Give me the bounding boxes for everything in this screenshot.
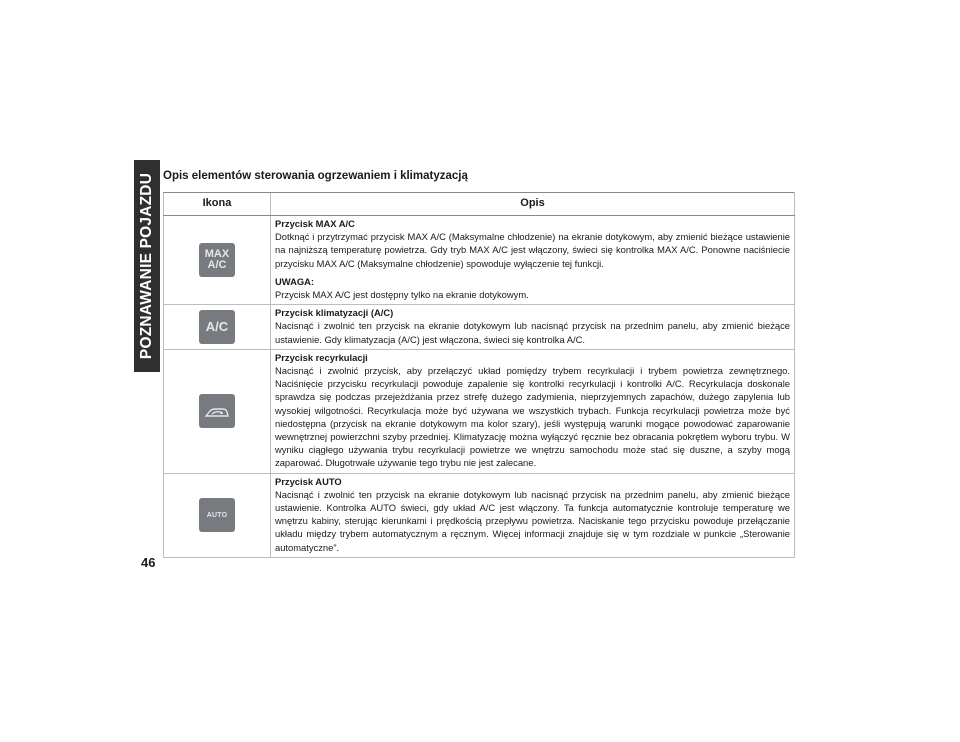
auto-icon-label: AUTO bbox=[206, 511, 228, 519]
icon-cell bbox=[164, 349, 271, 473]
description-title: Przycisk MAX A/C bbox=[275, 218, 355, 229]
description-cell bbox=[271, 305, 795, 350]
description-cell bbox=[271, 216, 795, 305]
section-title: Opis elementów sterowania ogrzewaniem i klimatyzacją bbox=[163, 170, 468, 182]
description-title: Przycisk AUTO bbox=[275, 475, 342, 487]
description-title: Przycisk recyrkulacji bbox=[275, 351, 368, 363]
description-body: Nacisnąć i zwolnić ten przycisk na ekranie dotykowym lub nacisnąć przycisk na przednim panelu, aby zmienić bieżące ustawienie. Gdy klimatyzacja (A/C) jest włączona, świeci się kontrolka A/C. bbox=[275, 320, 790, 345]
description-body: Nacisnąć i zwolnić przycisk, aby przełączyć układ pomiędzy trybem recyrkulacji i trybem powietrza zewnętrznego. Naciśnięcie przycisku recyrkulacji powoduje zapalenie się kontrolki recyrkulacji i kontrolki A/C. Recyrkulacja doskonale sprawdza się podczas przejeżdżania przez strefę dużego zadymienia, nieprzyjemnych zapachów, dużego zapylenia lub wysokiej wilgotności. Recyrkulacja może być używana we wszystkich trybach. Funkcja recyrkulacji powietrza może być niedostępna (przycisk na ekranie dotykowym ma kolor szary), jeśli występują warunki mogące powodować zaparowanie wewnętrznej powierzchni szyby przedniej. Klimatyzację można wyłączyć ręcznie bez obracania pokrętłem wyboru trybu. W wyniku ciągłego używania trybu recyrkulacji powietrze we wnętrzu samochodu może stać się duszne, a szyby mogą zaparować. Długotrwałe używanie tego trybu nie jest zalecane. bbox=[275, 365, 790, 469]
column-header-description: Opis bbox=[271, 193, 795, 216]
description-cell bbox=[271, 349, 795, 473]
ac-icon bbox=[199, 310, 235, 344]
page-number: 46 bbox=[141, 555, 156, 570]
note-text: Przycisk MAX A/C jest dostępny tylko na ekranie dotykowym. bbox=[275, 289, 529, 301]
icon-cell bbox=[164, 473, 271, 557]
description-body: Nacisnąć i zwolnić ten przycisk na ekranie dotykowym lub nacisnąć przycisk na przednim panelu, aby zmienić bieżące ustawienie. Kontrolka AUTO świeci, gdy układ A/C jest włączony. Ta funkcja automatycznie kontroluje temperaturę we wnętrzu kabiny, sterując kierunkami i prędkością przepływu powietrza. Naciskanie tego przycisku powoduje przełączanie układu między trybem automatycznym a ręcznym. Więcej informacji znajduje się w tym rozdziale w punkcie „Sterowanie automatyczne”. bbox=[275, 488, 790, 553]
section-side-tab-label: POZNAWANIE POJAZDU bbox=[138, 172, 156, 360]
max-ac-icon bbox=[199, 243, 235, 277]
description-cell bbox=[271, 473, 795, 557]
description-body: Dotknąć i przytrzymać przycisk MAX A/C (Maksymalne chłodzenie) na ekranie dotykowym, aby zmienić bieżące ustawienie na najniższą temperaturę powietrza. Gdy tryb MAX A/C jest włączony, świeci się kontrolka MAX A/C. Ponowne naciśniecie przycisku MAX A/C (Maksymalne chłodzenie) spowoduje wyłączenie tej funkcji. bbox=[275, 231, 790, 269]
column-header-icon: Ikona bbox=[164, 193, 271, 216]
table-row bbox=[164, 216, 795, 305]
note-label: UWAGA: bbox=[275, 275, 315, 287]
section-side-tab bbox=[134, 160, 160, 372]
recirculation-car-glyph bbox=[203, 401, 231, 421]
ac-icon-label: A/C bbox=[205, 319, 229, 335]
max-ac-icon-line2: A/C bbox=[207, 259, 227, 272]
auto-icon bbox=[199, 498, 235, 532]
icon-cell bbox=[164, 216, 271, 305]
table-header-row bbox=[164, 193, 795, 216]
description-title: Przycisk klimatyzacji (A/C) bbox=[275, 307, 394, 319]
table-row bbox=[164, 305, 795, 350]
table-row bbox=[164, 473, 795, 557]
max-ac-icon-line1: MAX bbox=[204, 248, 230, 261]
table-row bbox=[164, 349, 795, 473]
controls-description-table bbox=[163, 192, 795, 558]
recirculation-icon bbox=[199, 394, 235, 428]
icon-cell bbox=[164, 305, 271, 350]
